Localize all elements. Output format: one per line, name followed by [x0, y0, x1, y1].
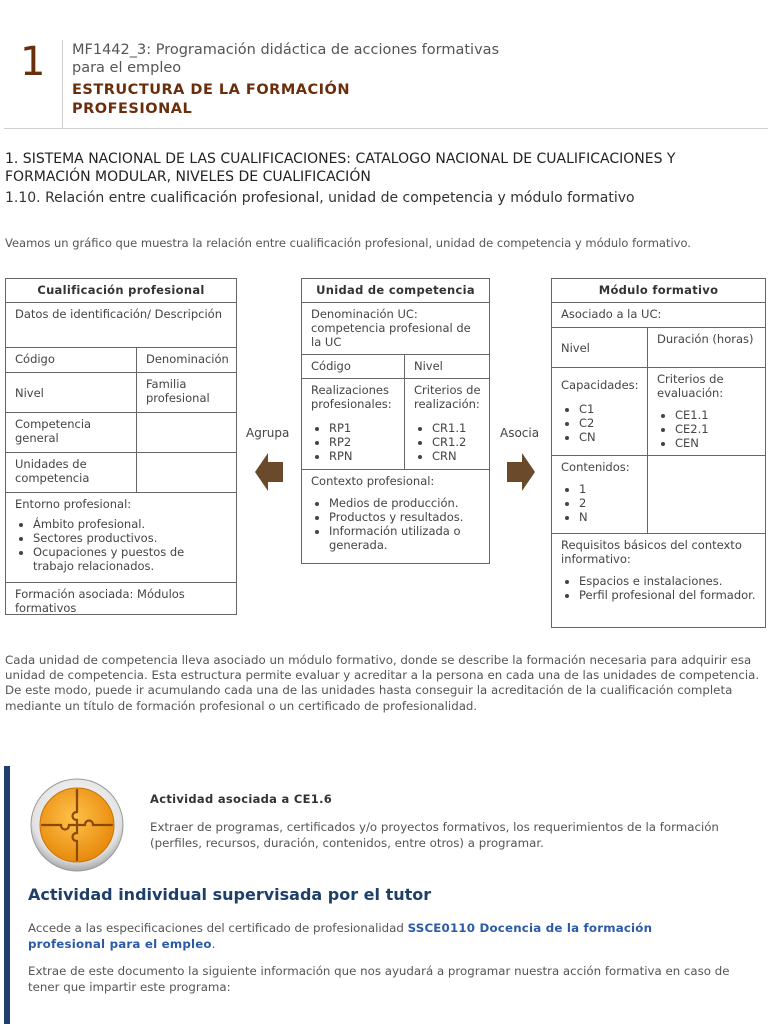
- list-item: • CEN: [675, 436, 756, 450]
- mod-nivel: Nivel: [561, 340, 590, 355]
- uc-contexto-label: Contexto profesional:: [311, 474, 435, 488]
- list-item: • Información utilizada o generada.: [329, 524, 480, 552]
- uc-realizaciones-list: [311, 421, 400, 463]
- list-item: • CE2.1: [675, 422, 756, 436]
- cual-row-unidades: [6, 453, 236, 493]
- activity-description: Extraer de programas, certificados y/o proyectos formativos, los requerimientos de la formación (perfiles, recursos, duración, contenidos, entre otros) a programar.: [150, 820, 719, 850]
- section-title: 1. SISTEMA NACIONAL DE LAS CUALIFICACIONES: CATALOGO NACIONAL DE CUALIFICACIONES Y FORMACIÓN MODULAR, NIVELES DE CUALIFICACIÓN: [5, 151, 676, 185]
- activity-block: [4, 766, 768, 1024]
- mod-duracion: Duración (horas): [647, 328, 765, 367]
- activity-instructions-text: Accede a las especificaciones del certificado de profesionalidad: [28, 921, 408, 935]
- list-item: • 1: [579, 482, 638, 496]
- cualificacion-title: Cualificación profesional: [6, 279, 236, 303]
- uc-criterios-list: [414, 421, 485, 463]
- activity-title: Actividad individual supervisada por el tutor: [28, 885, 432, 904]
- mod-requisitos: [552, 534, 765, 627]
- page-header: [0, 0, 768, 128]
- activity-side-bar: [4, 766, 10, 1024]
- mod-capacidades-list: [561, 402, 638, 444]
- cual-row-formacion: [6, 583, 236, 621]
- mod-row-capacidades: [552, 368, 765, 456]
- list-item: • CN: [579, 430, 638, 444]
- cual-row-nivel: [6, 373, 236, 413]
- cual-entorno: [6, 493, 236, 582]
- unit-title: ESTRUCTURA DE LA FORMACIÓN PROFESIONAL: [72, 82, 350, 117]
- list-item: • RP2: [329, 435, 400, 449]
- cual-entorno-list: [15, 517, 227, 573]
- mod-criterios-list: [657, 408, 756, 450]
- activity-instructions-end: .: [211, 936, 216, 951]
- unidad-box: [301, 278, 490, 564]
- unidad-title: Unidad de competencia: [302, 279, 489, 303]
- list-item: • Ámbito profesional.: [33, 517, 227, 531]
- list-item: • Medios de producción.: [329, 496, 480, 510]
- uc-criterios-label: Criterios de realización:: [414, 383, 481, 411]
- uc-row-codigo: [302, 355, 489, 379]
- subsection-title: 1.10. Relación entre cualificación profesional, unidad de competencia y módulo formativo: [5, 190, 635, 206]
- cual-unidades-empty: [136, 453, 236, 492]
- mod-capacidades-label: Capacidades:: [561, 378, 639, 392]
- uc-denominacion: Denominación UC: competencia profesional de la UC: [311, 307, 471, 349]
- cual-codigo: Código: [15, 352, 55, 366]
- list-item: • 2: [579, 496, 638, 510]
- intro-text: Veamos un gráfico que muestra la relación entre cualificación profesional, unidad de competencia y módulo formativo.: [5, 236, 691, 250]
- agrupa-label: Agrupa: [246, 426, 290, 440]
- arrow-right-icon: [507, 453, 535, 491]
- list-item: • Sectores productivos.: [33, 531, 227, 545]
- cual-competencia: Competencia general: [15, 417, 92, 445]
- list-item: • CR1.2: [432, 435, 485, 449]
- cual-row-entorno: [6, 493, 236, 583]
- course-title: MF1442_3: Programación didáctica de acciones formativas para el empleo: [72, 42, 500, 76]
- cual-row-identificacion: [6, 303, 236, 348]
- cual-familia: Familia profesional: [136, 373, 236, 412]
- cualificacion-box: [5, 278, 237, 615]
- cual-unidades: Unidades de competencia: [15, 457, 90, 485]
- mod-row-asociado: [552, 303, 765, 328]
- mod-row-requisitos: [552, 534, 765, 627]
- list-item: • Productos y resultados.: [329, 510, 480, 524]
- modulo-title: Módulo formativo: [552, 279, 765, 303]
- mod-row-contenidos: [552, 456, 765, 534]
- cual-identificacion: Datos de identificación/ Descripción: [15, 307, 222, 321]
- mod-capacidades: [552, 368, 647, 455]
- list-item: • Espacios e instalaciones.: [579, 574, 756, 588]
- uc-contexto: [302, 470, 489, 561]
- cual-formacion: Formación asociada: Módulos formativos: [15, 587, 185, 615]
- uc-contexto-list: [311, 496, 480, 552]
- mod-asociado: Asociado a la UC:: [561, 307, 662, 321]
- body-paragraph: Cada unidad de competencia lleva asociado un módulo formativo, donde se describe la formación necesaria para adquirir esa unidad de competencia. Esta estructura permite evaluar y acreditar a la persona en cada una de las unidades de competencia. De este modo, puede ir acumulando cada una de las unidades hasta conseguir la acreditación de la cualificación completa mediante un título de formación profesional o un certificado de profesionalidad.: [5, 653, 760, 713]
- list-item: • Perfil profesional del formador.: [579, 588, 756, 602]
- mod-contenidos-empty: [647, 456, 765, 533]
- uc-nivel: Nivel: [404, 355, 489, 378]
- uc-realizaciones-label: Realizaciones profesionales:: [311, 383, 392, 411]
- list-item: • RPN: [329, 449, 400, 463]
- puzzle-icon: [30, 778, 124, 872]
- cual-competencia-empty: [136, 413, 236, 452]
- header-rule: [4, 128, 768, 129]
- chapter-number: 1: [20, 39, 46, 85]
- uc-realizaciones: [302, 379, 404, 469]
- list-item: • N: [579, 510, 638, 524]
- activity-heading: Actividad asociada a CE1.6: [150, 792, 333, 806]
- list-item: • CE1.1: [675, 408, 756, 422]
- list-item: • C1: [579, 402, 638, 416]
- mod-criterios: [647, 368, 765, 455]
- list-item: • CRN: [432, 449, 485, 463]
- mod-contenidos: [552, 456, 647, 533]
- mod-requisitos-list: [561, 574, 756, 602]
- cual-row-competencia: [6, 413, 236, 453]
- modulo-box: [551, 278, 766, 628]
- cual-row-codigo: [6, 348, 236, 373]
- mod-requisitos-label: Requisitos básicos del contexto informativo:: [561, 538, 742, 566]
- uc-codigo: Código: [311, 359, 351, 373]
- header-divider: [62, 40, 63, 128]
- uc-criterios: [404, 379, 489, 469]
- uc-row-contexto: [302, 470, 489, 561]
- list-item: • CR1.1: [432, 421, 485, 435]
- certificate-link[interactable]: SSCE0110 Docencia de la formación profesional para el empleo: [28, 921, 653, 951]
- uc-row-denominacion: [302, 303, 489, 355]
- uc-row-realizaciones: [302, 379, 489, 470]
- activity-extract-text: Extrae de este documento la siguiente información que nos ayudará a programar nuestra acción formativa en caso de tener que impartir este programa:: [28, 964, 730, 994]
- cual-entorno-label: Entorno profesional:: [15, 497, 132, 511]
- mod-contenidos-label: Contenidos:: [561, 460, 630, 474]
- mod-contenidos-list: [561, 482, 638, 524]
- list-item: • Ocupaciones y puestos de trabajo relacionados.: [33, 545, 227, 573]
- list-item: • C2: [579, 416, 638, 430]
- cual-nivel: Nivel: [15, 385, 44, 400]
- cual-denominacion: Denominación: [136, 348, 236, 372]
- mod-row-nivel: [552, 328, 765, 368]
- asocia-label: Asocia: [500, 426, 540, 440]
- activity-instructions: [28, 921, 728, 952]
- mod-criterios-label: Criterios de evaluación:: [657, 372, 724, 400]
- list-item: • RP1: [329, 421, 400, 435]
- arrow-left-icon: [255, 453, 283, 491]
